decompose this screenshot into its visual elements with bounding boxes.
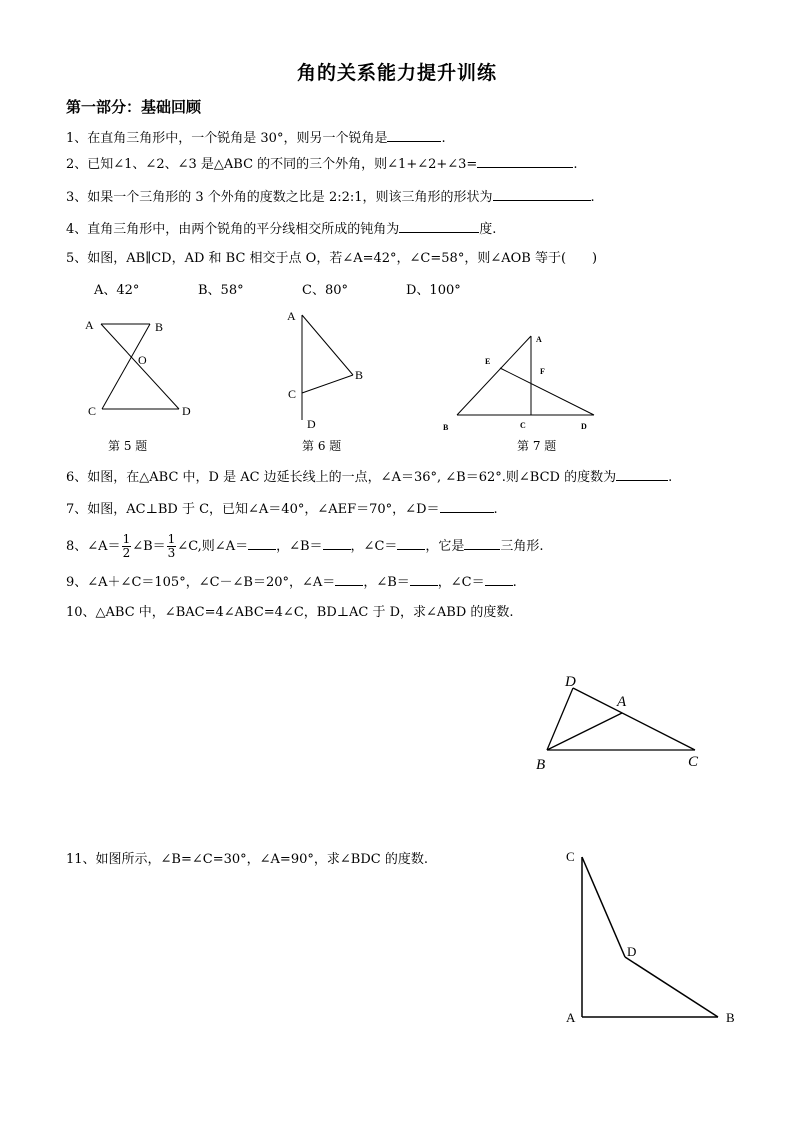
- question-7-end: .: [493, 502, 498, 517]
- label-c: C: [288, 387, 297, 401]
- option-b[interactable]: B、58°: [198, 283, 244, 298]
- question-11-text: 11、如图所示，∠B=∠C=30°，∠A=90°，求∠BDC 的度数.: [66, 852, 428, 867]
- question-9-text: ，∠B＝: [363, 575, 410, 590]
- question-8-text: ∠B＝: [132, 539, 166, 554]
- label-o: O: [138, 353, 147, 367]
- fraction-denominator: 3: [167, 546, 176, 560]
- label-b: B: [726, 1010, 735, 1025]
- question-8-text: ，它是: [425, 539, 465, 554]
- answer-blank[interactable]: [485, 572, 513, 586]
- answer-blank[interactable]: [335, 572, 363, 586]
- answer-blank[interactable]: [323, 536, 351, 550]
- figure-10: [530, 668, 710, 778]
- fraction-numerator: 1: [167, 532, 176, 546]
- label-c: C: [566, 849, 575, 864]
- question-6: [66, 467, 672, 487]
- answer-blank[interactable]: [440, 499, 494, 513]
- label-b: B: [355, 368, 364, 382]
- question-3: [66, 187, 595, 207]
- answer-blank[interactable]: [616, 467, 668, 481]
- option-c[interactable]: C、80°: [302, 283, 348, 298]
- fraction-third: [167, 533, 177, 560]
- label-b: B: [155, 320, 164, 334]
- figure-6: [285, 305, 385, 430]
- figure-6-caption: 第 6 题: [302, 439, 342, 453]
- answer-blank[interactable]: [493, 187, 591, 201]
- question-2-text: 2、已知∠1、∠2、∠3 是△ABC 的不同的三个外角，则∠1+∠2+∠3=: [66, 157, 478, 172]
- question-1: [66, 128, 446, 148]
- figure-11: [560, 845, 745, 1030]
- question-6-end: .: [668, 470, 673, 485]
- figure-5-caption: 第 5 题: [108, 439, 148, 453]
- label-d: D: [182, 404, 191, 418]
- question-7-text: 7、如图，AC⊥BD 于 C，已知∠A＝40°，∠AEF＝70°，∠D＝: [66, 502, 440, 517]
- question-5-options: [94, 282, 510, 300]
- question-10: [66, 604, 514, 622]
- answer-blank[interactable]: [397, 536, 425, 550]
- question-9-text: ，∠C＝: [437, 575, 485, 590]
- option-d[interactable]: D、100°: [406, 283, 461, 298]
- option-a[interactable]: A、42°: [94, 283, 140, 298]
- label-a: A: [287, 309, 296, 323]
- label-a: A: [85, 318, 94, 332]
- question-1-text: 1、在直角三角形中，一个锐角是 30°，则另一个锐角是: [66, 131, 388, 146]
- question-11: [66, 851, 428, 869]
- answer-blank[interactable]: [464, 536, 500, 550]
- question-7: [66, 499, 498, 519]
- question-4-text: 4、直角三角形中，由两个锐角的平分线相交所成的钝角为: [66, 222, 400, 237]
- question-10-text: 10、△ABC 中，∠BAC=4∠ABC=4∠C，BD⊥AC 于 D，求∠ABD 的度数.: [66, 605, 514, 620]
- question-9-end: .: [512, 575, 517, 590]
- label-e: E: [485, 357, 491, 366]
- label-a: A: [566, 1010, 576, 1025]
- question-9-text: 9、∠A＋∠C＝105°，∠C－∠B＝20°，∠A＝: [66, 575, 336, 590]
- fraction-numerator: 1: [122, 532, 131, 546]
- label-b: B: [443, 423, 449, 432]
- label-d: D: [307, 417, 316, 431]
- question-8-text: ，∠B＝: [276, 539, 323, 554]
- question-2-end: .: [573, 157, 578, 172]
- fraction-denominator: 2: [122, 546, 131, 560]
- label-b: B: [536, 757, 546, 773]
- label-d: D: [565, 674, 576, 690]
- label-c: C: [520, 421, 526, 430]
- question-3-text: 3、如果一个三角形的 3 个外角的度数之比是 2:2:1，则该三角形的形状为: [66, 190, 493, 205]
- label-c: C: [688, 754, 699, 770]
- label-a: A: [617, 694, 627, 710]
- question-8-text: 三角形.: [500, 539, 544, 554]
- question-1-end: .: [441, 131, 446, 146]
- answer-blank[interactable]: [248, 536, 276, 550]
- question-8-text: ∠C,则∠A＝: [177, 539, 249, 554]
- question-8-text: 8、∠A＝: [66, 539, 121, 554]
- question-9: [66, 572, 517, 592]
- label-d: D: [627, 944, 637, 959]
- answer-blank[interactable]: [477, 154, 573, 168]
- question-8: [66, 533, 544, 560]
- question-5-text: 5、如图，AB∥CD，AD 和 BC 相交于点 O，若∠A=42°，∠C=58°，则∠AOB 等于( ): [66, 251, 598, 266]
- question-6-text: 6、如图，在△ABC 中，D 是 AC 边延长线上的一点，∠A＝36°, ∠B＝62°.则∠BCD 的度数为: [66, 470, 617, 485]
- page-title: 角的关系能力提升训练: [296, 62, 497, 84]
- answer-blank[interactable]: [387, 128, 441, 142]
- answer-blank[interactable]: [399, 219, 479, 233]
- question-2: [66, 154, 577, 174]
- fraction-half: [122, 533, 132, 560]
- label-c: C: [88, 404, 97, 418]
- answer-blank[interactable]: [410, 572, 438, 586]
- figure-7: [440, 330, 600, 435]
- question-4: [66, 219, 496, 239]
- question-4-end: 度.: [479, 222, 497, 237]
- label-d: D: [581, 422, 587, 431]
- label-a: A: [536, 335, 542, 344]
- question-3-end: .: [590, 190, 595, 205]
- label-f: F: [540, 367, 545, 376]
- question-5: [66, 250, 597, 268]
- section-heading: 第一部分：基础回顾: [66, 98, 202, 116]
- figure-5: [80, 315, 200, 425]
- figure-7-caption: 第 7 题: [517, 439, 557, 453]
- question-8-text: ，∠C＝: [350, 539, 398, 554]
